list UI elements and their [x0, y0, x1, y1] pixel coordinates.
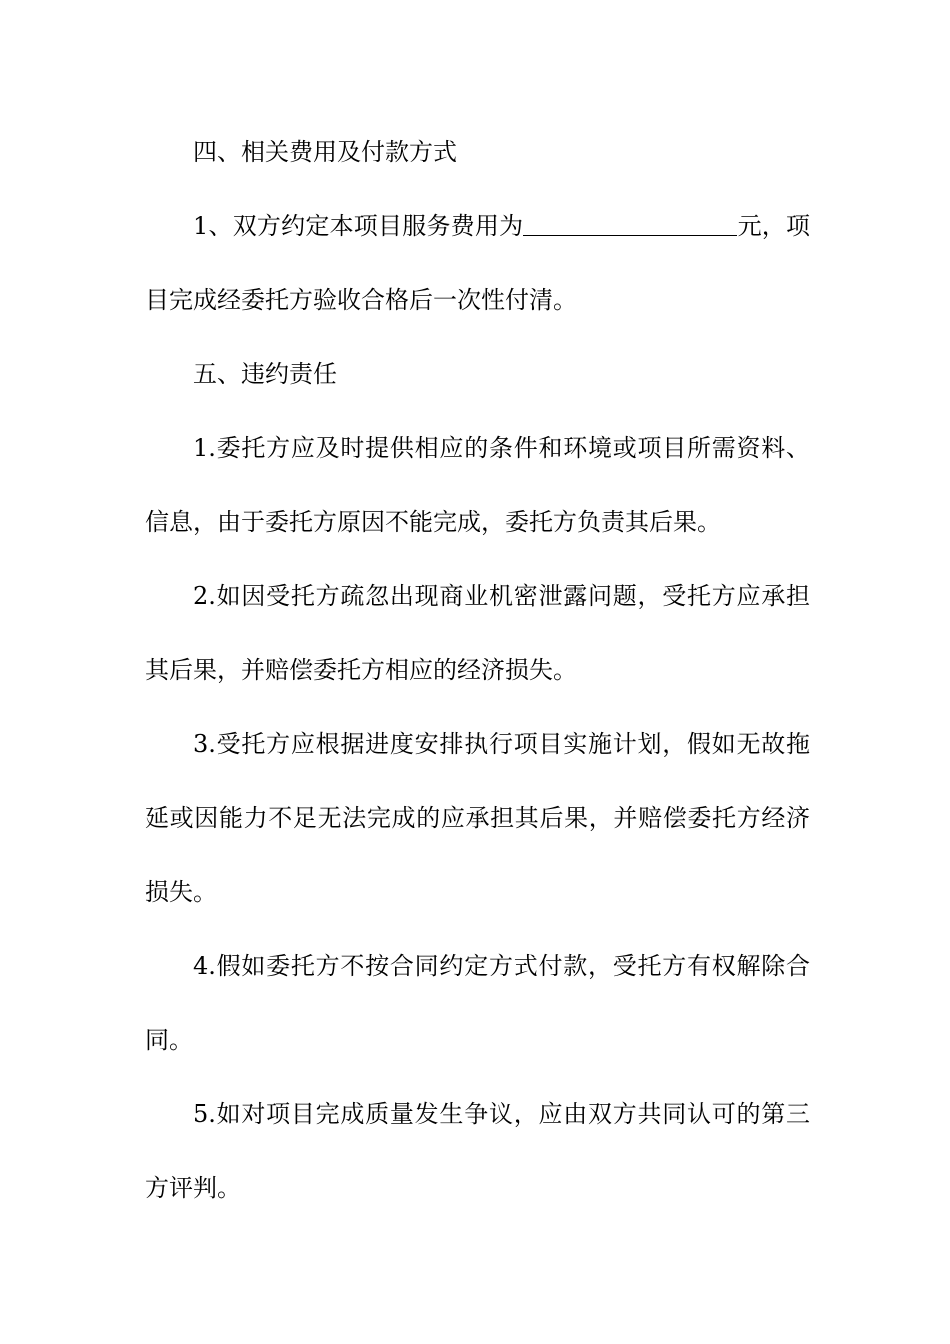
- fee-clause-1-suffix: 元，项目完成经委托方验收合格后一次性付清。: [145, 212, 810, 314]
- liability-clause-1: 1.委托方应及时提供相应的条件和环境或项目所需资料、信息，由于委托方原因不能完成，委托方负责其后果。: [145, 434, 810, 536]
- liability-clause-4: 4.假如委托方不按合同约定方式付款，受托方有权解除合同。: [145, 952, 810, 1054]
- fee-clause-1: [145, 189, 810, 337]
- liability-clause-3: 3.受托方应根据进度安排执行项目实施计划，假如无故拖延或因能力不足无法完成的应承担其后果，并赔偿委托方经济损失。: [145, 730, 810, 906]
- liability-clause-2: 2.如因受托方疏忽出现商业机密泄露问题，受托方应承担其后果，并赔偿委托方相应的经济损失。: [145, 582, 810, 684]
- document-body: [145, 115, 810, 1225]
- section-heading-fees: 四、相关费用及付款方式: [193, 138, 457, 166]
- fee-amount-blank: [523, 213, 737, 236]
- fee-clause-1-prefix: 1、双方约定本项目服务费用为: [193, 212, 524, 240]
- section-heading-liability: 五、违约责任: [193, 360, 337, 388]
- liability-clause-5: 5.如对项目完成质量发生争议，应由双方共同认可的第三方评判。: [145, 1100, 810, 1202]
